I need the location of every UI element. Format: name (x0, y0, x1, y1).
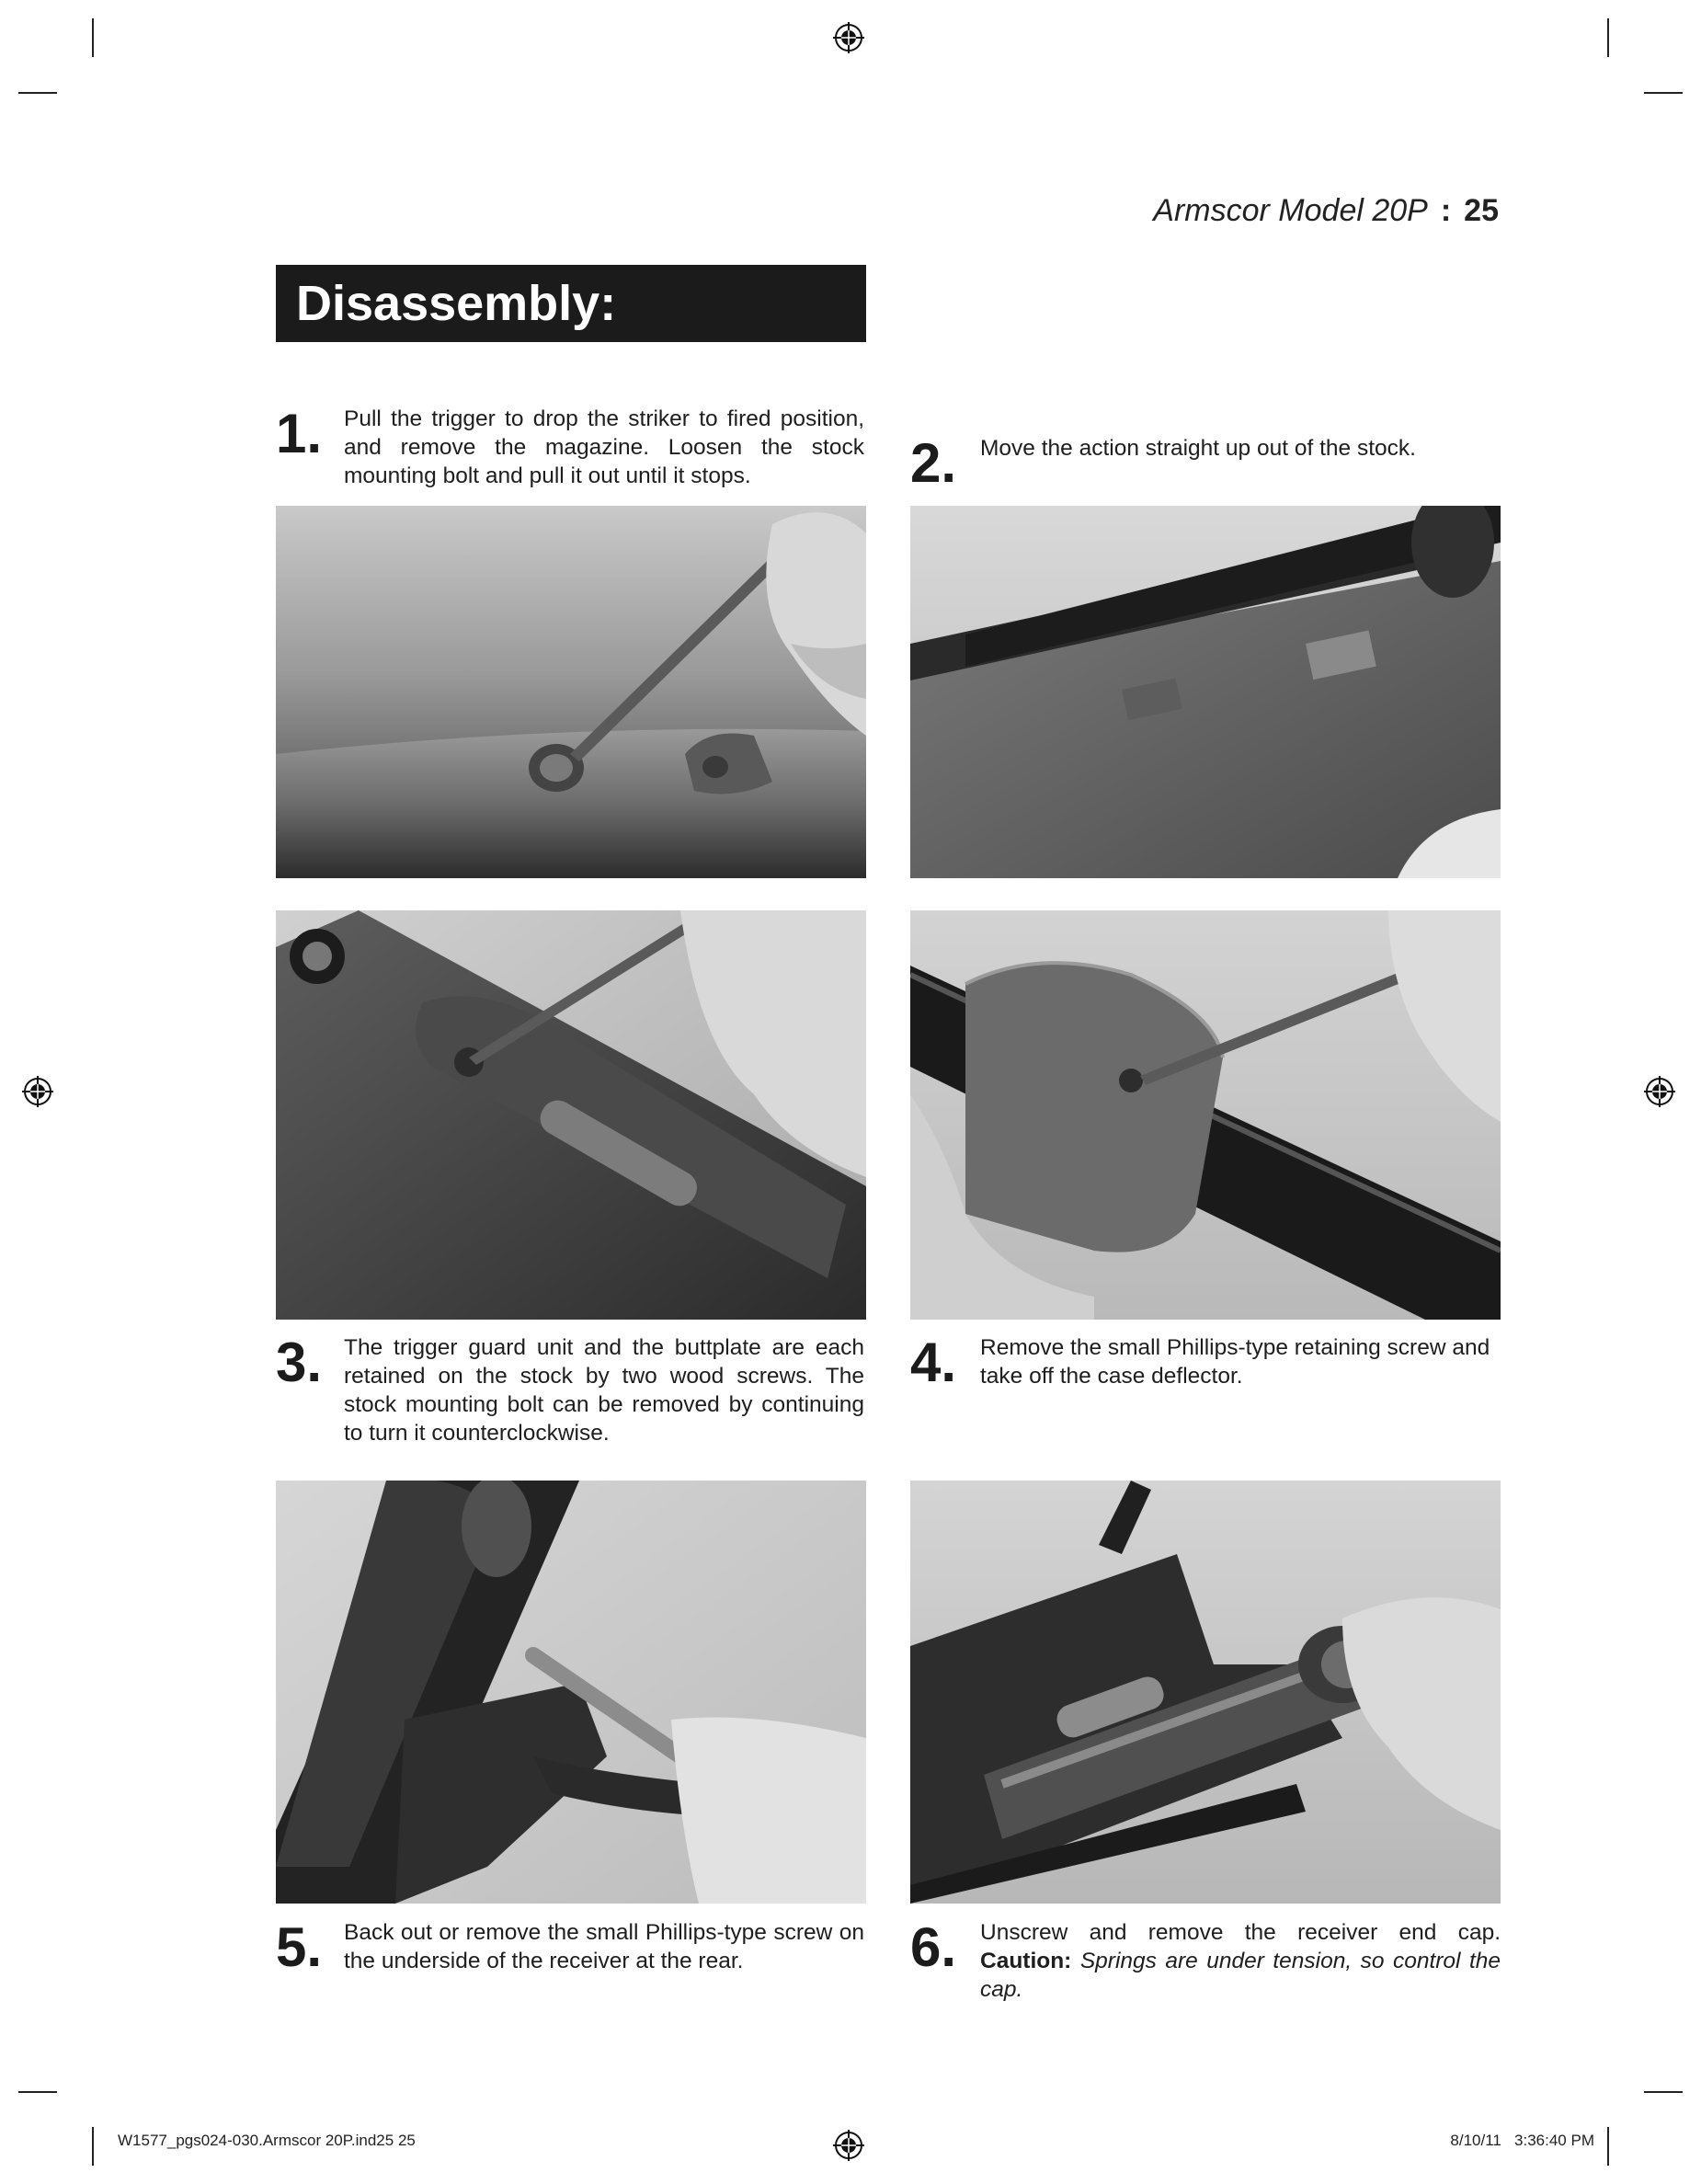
print-date: 8/10/11 (1450, 2132, 1501, 2149)
step-2-number: 2. (910, 432, 957, 494)
step-4-text: Remove the small Phillips-type retaining screw and take off the case deflector. (980, 1335, 1490, 1389)
file-slug: W1577_pgs024-030.Armscor 20P.ind25 25 (118, 2132, 416, 2149)
crop-mark-icon (1644, 92, 1683, 94)
step-5-number: 5. (276, 1916, 323, 1978)
step-1-photo (276, 506, 866, 878)
step-6-instruction: Unscrew and remove the receiver end cap. (980, 1920, 1501, 1945)
section-title: Disassembly: (276, 265, 866, 342)
step-6-photo (910, 1481, 1501, 1904)
crop-mark-icon (1644, 2091, 1683, 2093)
step-4-photo (910, 910, 1501, 1320)
caution-text: Springs are under tension, so control the cap. (980, 1949, 1501, 2002)
crop-mark-icon (18, 2091, 57, 2093)
crop-mark-icon (1607, 18, 1609, 57)
print-time: 3:36:40 PM (1514, 2132, 1594, 2149)
registration-mark-icon (1644, 1076, 1675, 1107)
step-5-photo (276, 1481, 866, 1904)
step-6-number: 6. (910, 1916, 957, 1978)
running-header (1153, 193, 1499, 229)
step-4-number: 4. (910, 1332, 957, 1393)
registration-mark-icon (833, 22, 864, 53)
step-1-number: 1. (276, 403, 323, 464)
registration-mark-icon (833, 2130, 864, 2161)
step-2-text: Move the action straight up out of the stock. (980, 436, 1416, 461)
page-number: 25 (1464, 193, 1499, 228)
step-5-text: Back out or remove the small Phillips-type screw on the underside of the receiver at the rear. (344, 1920, 864, 1973)
print-timestamp (1450, 2132, 1594, 2150)
step-3-text: The trigger guard unit and the buttplate are each retained on the stock by two wood screws. The stock mounting bolt can be removed by continuing to turn it counterclockwise. (344, 1335, 864, 1446)
registration-mark-icon (22, 1076, 53, 1107)
crop-mark-icon (92, 2127, 94, 2166)
step-6-text (980, 1918, 1501, 2004)
step-3-number: 3. (276, 1332, 323, 1393)
step-1-text: Pull the trigger to drop the striker to fired position, and remove the magazine. Loosen the stock mounting bolt and pull it out until it stops. (344, 406, 864, 488)
header-separator: : (1440, 193, 1452, 228)
caution-label: Caution: (980, 1949, 1072, 1973)
crop-mark-icon (18, 92, 57, 94)
crop-mark-icon (1607, 2127, 1609, 2166)
crop-mark-icon (92, 18, 94, 57)
book-title: Armscor Model 20P (1153, 193, 1428, 228)
step-2-photo (910, 506, 1501, 878)
step-3-photo (276, 910, 866, 1320)
